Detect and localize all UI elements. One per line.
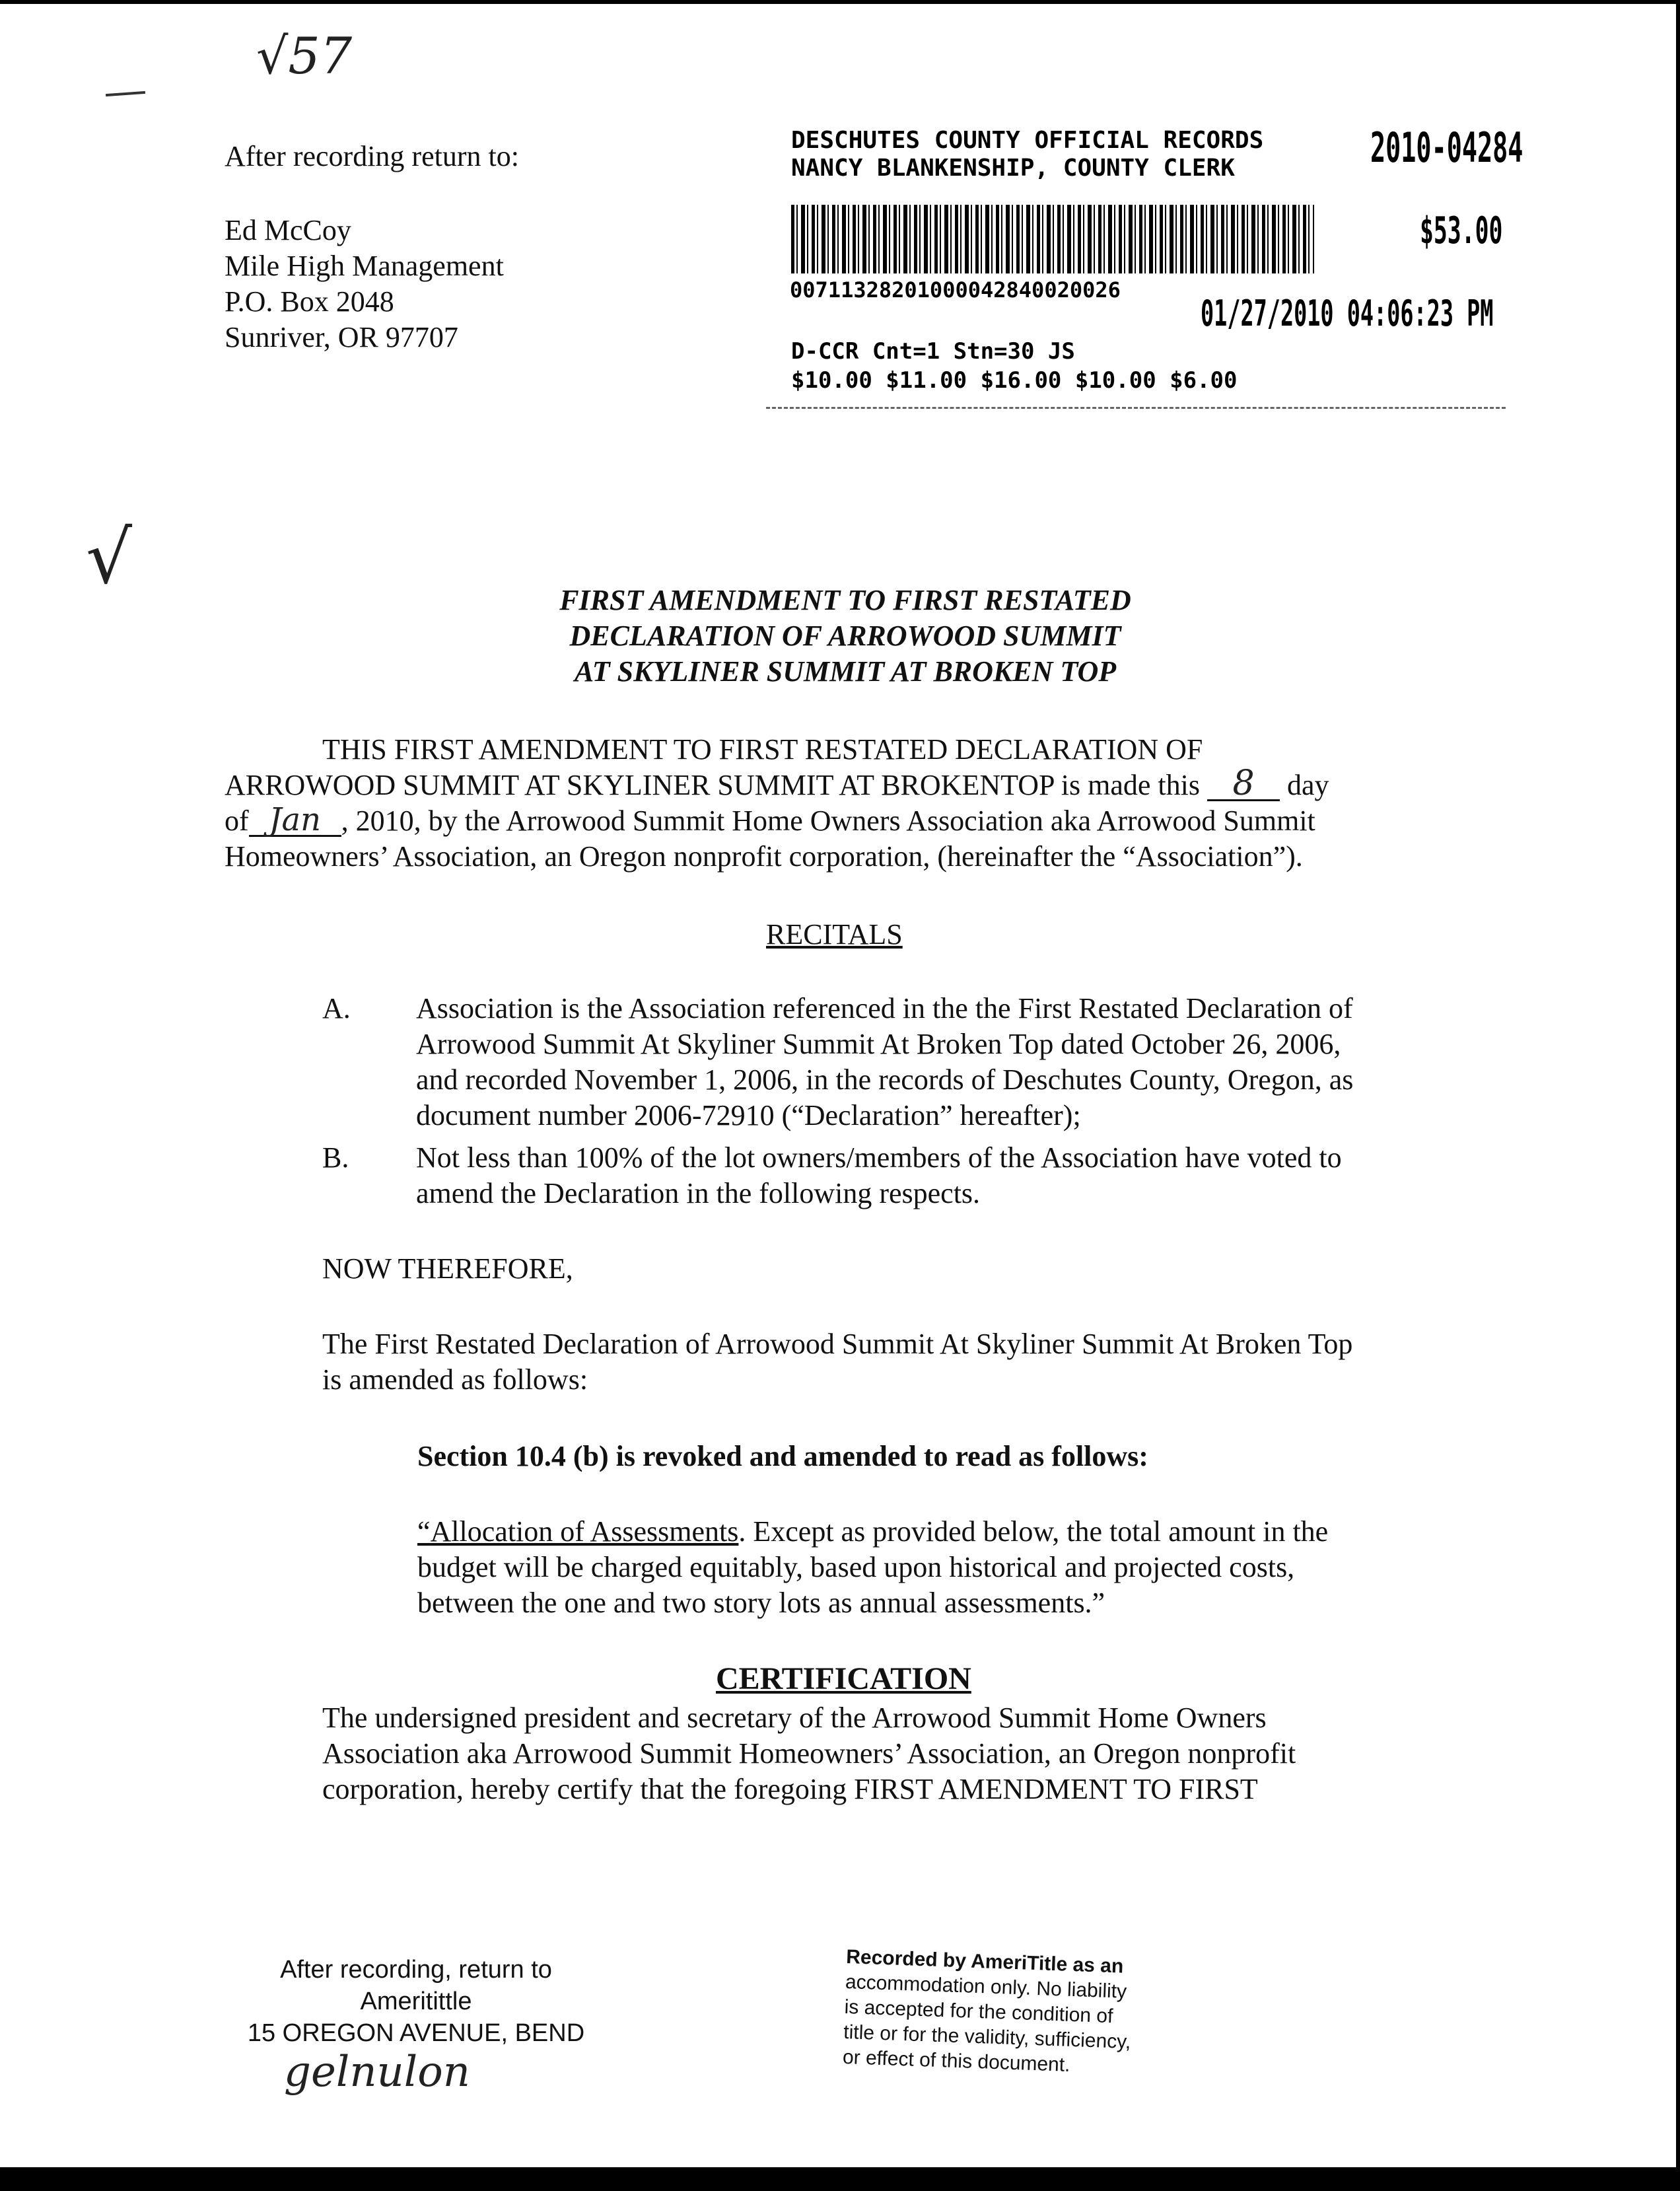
scan-border-bottom bbox=[0, 2167, 1680, 2191]
handwritten-day: 8 bbox=[1207, 768, 1280, 801]
return-to-address bbox=[225, 213, 504, 355]
address-line: Mile High Management bbox=[225, 250, 504, 282]
stamp-office-line1: DESCHUTES COUNTY OFFICIAL RECORDS bbox=[791, 127, 1264, 154]
title-line: FIRST AMENDMENT TO FIRST RESTATED bbox=[559, 584, 1131, 616]
recital-line: Arrowood Summit At Skyliner Summit At Broken Top dated October 26, 2006, bbox=[416, 1028, 1341, 1060]
section-text bbox=[417, 1514, 1328, 1621]
section-heading: Section 10.4 (b) is revoked and amended to read as follows: bbox=[417, 1440, 1148, 1472]
allocation-term: Allocation of Assessments bbox=[430, 1515, 739, 1548]
footer-return-line: 15 OREGON AVENUE, BEND bbox=[247, 2019, 585, 2047]
certification-line: The undersigned president and secretary of the Arrowood Summit Home Owners bbox=[322, 1702, 1267, 1734]
scan-border-top bbox=[0, 0, 1680, 4]
scan-mark bbox=[106, 91, 145, 96]
intro-line bbox=[225, 803, 1315, 839]
barcode-number: 00711328201000042840020026 bbox=[790, 277, 1121, 303]
return-to-heading: After recording return to: bbox=[225, 140, 519, 172]
disclaimer-line: or effect of this document. bbox=[842, 2046, 1071, 2076]
intro-text: ARROWOOD SUMMIT AT SKYLINER SUMMIT AT BROKENTOP is made this bbox=[225, 769, 1201, 801]
recitals-heading: RECITALS bbox=[766, 918, 903, 951]
certification-heading: CERTIFICATION bbox=[716, 1661, 971, 1696]
title-line: AT SKYLINER SUMMIT AT BROKEN TOP bbox=[574, 655, 1117, 688]
barcode bbox=[791, 205, 1314, 273]
amended-intro-line: is amended as follows: bbox=[322, 1363, 588, 1396]
handwritten-signature: gelnulon bbox=[284, 2048, 470, 2097]
intro-line bbox=[225, 764, 1329, 803]
section-line: budget will be charged equitably, based upon historical and projected costs, bbox=[417, 1551, 1295, 1583]
intro-text: day bbox=[1287, 769, 1329, 801]
quote-open: “ bbox=[417, 1515, 431, 1548]
intro-line: THIS FIRST AMENDMENT TO FIRST RESTATED DECLARATION OF bbox=[322, 733, 1203, 766]
recital-line: amend the Declaration in the following respects. bbox=[416, 1177, 981, 1209]
stamp-fee-breakdown: $10.00 $11.00 $16.00 $10.00 $6.00 bbox=[791, 367, 1238, 394]
footer-return-line: After recording, return to bbox=[280, 1956, 552, 1984]
amended-intro bbox=[322, 1326, 1352, 1398]
section-text-rest: . Except as provided below, the total amount in the bbox=[738, 1515, 1329, 1548]
recital-line: document number 2006-72910 (“Declaration” hereafter); bbox=[416, 1099, 1081, 1131]
recital-a-text bbox=[416, 991, 1353, 1133]
stamp-divider bbox=[766, 407, 1506, 409]
document-title bbox=[423, 583, 1268, 690]
address-line: Ed McCoy bbox=[225, 214, 351, 246]
amended-intro-line: The First Restated Declaration of Arrowood Summit At Skyliner Summit At Broken Top bbox=[322, 1328, 1353, 1360]
certification-text bbox=[322, 1700, 1296, 1807]
footer-return-line: Ameritittle bbox=[360, 1988, 472, 2015]
recital-line: Not less than 100% of the lot owners/members of the Association have voted to bbox=[416, 1141, 1342, 1174]
recital-line: Association is the Association referenced in the the First Restated Declaration of bbox=[416, 992, 1353, 1024]
intro-text: of bbox=[225, 805, 249, 837]
footer-disclaimer-stamp bbox=[842, 1945, 1134, 2080]
handwritten-side-mark: √ bbox=[86, 515, 133, 600]
recording-number: 2010-04284 bbox=[1370, 124, 1523, 172]
handwritten-month: Jan bbox=[249, 805, 341, 837]
now-therefore: NOW THEREFORE, bbox=[322, 1252, 573, 1285]
disclaimer-line: Recorded by AmeriTitle as an bbox=[845, 1945, 1124, 1978]
footer-return-stamp bbox=[218, 1954, 614, 2049]
recital-letter: B. bbox=[322, 1141, 349, 1174]
handwritten-top-mark: √57 bbox=[256, 26, 353, 85]
disclaimer-line: is accepted for the condition of bbox=[844, 1995, 1113, 2028]
disclaimer-line: title or for the validity, sufficiency, bbox=[843, 2021, 1131, 2054]
disclaimer-line: accommodation only. No liability bbox=[845, 1970, 1127, 2003]
recording-fee-total: $53.00 bbox=[1420, 209, 1503, 252]
intro-text: , 2010, by the Arrowood Summit Home Owners Association aka Arrowood Summit bbox=[341, 805, 1315, 837]
recital-b-text bbox=[416, 1140, 1342, 1211]
address-line: Sunriver, OR 97707 bbox=[225, 321, 458, 353]
intro-line: Homeowners’ Association, an Oregon nonprofit corporation, (hereinafter the “Association”). bbox=[225, 840, 1303, 873]
stamp-codes: D-CCR Cnt=1 Stn=30 JS bbox=[791, 338, 1075, 365]
stamp-office-line2: NANCY BLANKENSHIP, COUNTY CLERK bbox=[791, 155, 1235, 182]
recital-letter: A. bbox=[322, 992, 351, 1024]
scan-border-right bbox=[1676, 0, 1680, 2191]
address-line: P.O. Box 2048 bbox=[225, 285, 394, 318]
section-line: between the one and two story lots as annual assessments.” bbox=[417, 1587, 1105, 1619]
recording-datetime: 01/27/2010 04:06:23 PM bbox=[1201, 293, 1494, 334]
section-line bbox=[417, 1514, 1328, 1550]
certification-line: corporation, hereby certify that the foregoing FIRST AMENDMENT TO FIRST bbox=[322, 1773, 1258, 1805]
title-line: DECLARATION OF ARROWOOD SUMMIT bbox=[569, 620, 1121, 652]
recital-line: and recorded November 1, 2006, in the records of Deschutes County, Oregon, as bbox=[416, 1063, 1354, 1096]
certification-line: Association aka Arrowood Summit Homeowners’ Association, an Oregon nonprofit bbox=[322, 1737, 1296, 1770]
